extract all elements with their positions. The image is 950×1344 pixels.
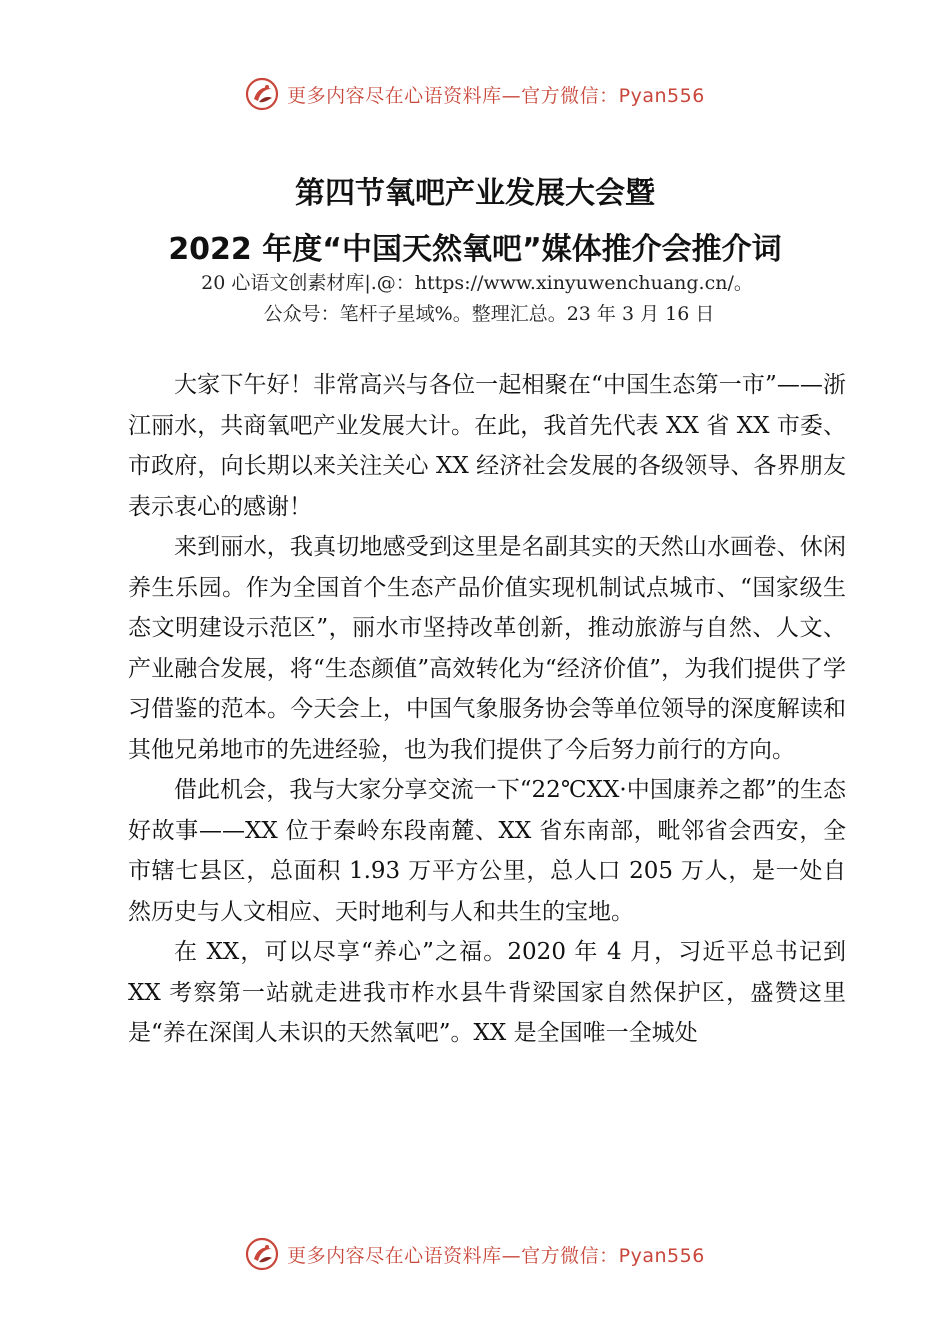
paragraph: 来到丽水，我真切地感受到这里是名副其实的天然山水画卷、休闲养生乐园。作为全国首个生态产品价值实现机制试点城市、“国家级生态文明建设示范区”，丽水市坚持改革创新，推动旅游与自然、人文、产业融合发展，将“生态颜值”高效转化为“经济价值”，为我们提供了学习借鉴的范本。今天会上，中国气象服务协会等单位领导的深度解读和其他兄弟地市的先进经验，也为我们提供了今后努力前行的方向。 [128,534,846,763]
source-line: 20 心语文创素材库|.@：https://www.xinyuwenchuang.cn/。 [201,272,753,294]
brand-logo-icon [245,77,279,111]
document-body [128,365,846,1054]
footer-banner [0,1234,950,1274]
brand-logo-icon [245,1237,279,1271]
header-banner-text: 更多内容尽在心语资料库—官方微信：Pyan556 [287,84,705,107]
document-title-line1: 第四节氧吧产业发展大会暨 [295,176,655,211]
footer-banner-text: 更多内容尽在心语资料库—官方微信：Pyan556 [287,1244,705,1267]
header-banner [0,74,950,114]
paragraph: 大家下午好！非常高兴与各位一起相聚在“中国生态第一市”——浙江丽水，共商氧吧产业发展大计。在此，我首先代表 XX 省 XX 市委、市政府，向长期以来关注关心 XX 经济社会发展的各级领导、各界朋友表示衷心的感谢！ [128,372,846,520]
paragraph: 在 XX，可以尽享“养心”之福。2020 年 4 月，习近平总书记到 XX 考察第一站就走进我市柞水县牛背梁国家自然保护区，盛赞这里是“养在深闺人未识的天然氧吧”。XX 是全国唯一全城处 [128,939,846,1046]
date-line: 公众号：笔杆子星域%。整理汇总。23 年 3 月 16 日 [263,303,715,325]
paragraph: 借此机会，我与大家分享交流一下“22℃XX·中国康养之都”的生态好故事——XX 位于秦岭东段南麓、XX 省东南部，毗邻省会西安，全市辖七县区，总面积 1.93 万平方公里，总人口 205 万人，是一处自然历史与人文相应、天时地利与人和共生的宝地。 [128,777,846,925]
document-title-line2: 2022 年度“中国天然氧吧”媒体推介会推介词 [168,232,782,267]
